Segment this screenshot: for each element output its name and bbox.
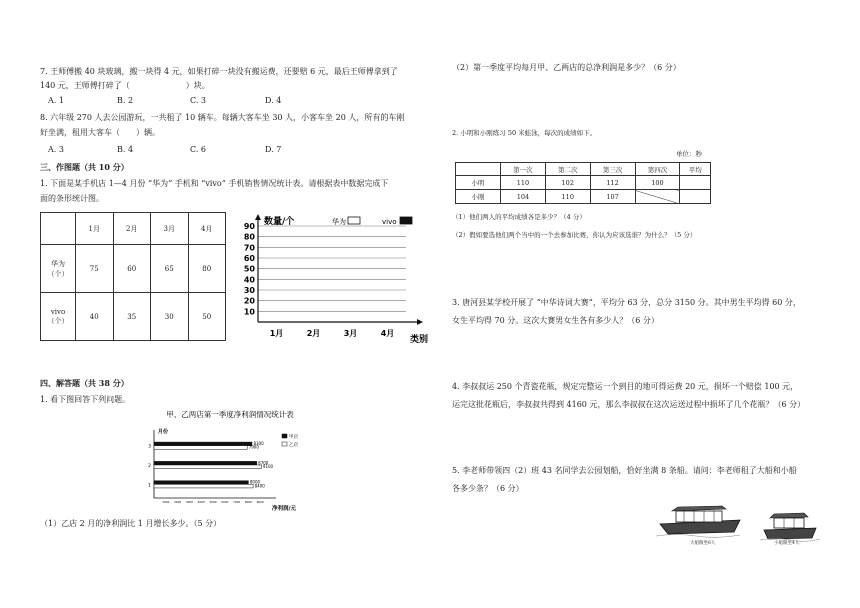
y-axis-label: 数量/个 — [264, 217, 295, 227]
q8-line2: 好坐满，租用大客车（ ）辆。 — [40, 128, 160, 137]
legend-swatch — [348, 217, 360, 224]
table-cell — [456, 163, 501, 176]
legend-label: 甲店 — [289, 435, 298, 440]
table-cell: 104 — [501, 190, 546, 204]
x-tick-label: 2000 — [174, 500, 182, 504]
bar — [154, 465, 261, 469]
x-axis-label: 类别 — [410, 335, 429, 344]
x-axis-label: 净利润/元 — [271, 506, 297, 512]
legend-label: vivo — [382, 218, 397, 226]
table-cell: 40 — [76, 293, 114, 341]
phone-sales-table — [40, 212, 226, 341]
y-tick-label: 2 — [148, 464, 151, 469]
data-label: 8300 — [253, 441, 264, 447]
section4-title: 四、解答题（共 38 分） — [40, 378, 129, 388]
bar — [154, 461, 257, 465]
x-tick-label: 4月 — [380, 329, 395, 338]
section3-title: 三、作图题（共 10 分） — [40, 162, 129, 172]
q5-line2: 各多少条？（6 分） — [452, 484, 524, 493]
y-tick-label: 80 — [243, 232, 255, 242]
table-header-cell: 第四次 — [635, 163, 680, 176]
profit-bar-chart — [140, 408, 320, 516]
section4-q1-sub1: （1）乙店 2 月的净利润比 1 月增长多少。（5 分） — [40, 519, 222, 528]
table-cell: 107 — [590, 190, 635, 204]
unit-label: 单位：秒 — [676, 150, 702, 158]
row-label: 小刚 — [456, 190, 501, 204]
q3-line1: 3. 唐河县某学校开展了 “中华诗词大赛”，平均分 63 分，总分 3150 分。其中男生平均得 60 分， — [452, 298, 801, 307]
legend-label: 华为 — [332, 218, 346, 226]
table-cell: 102 — [545, 176, 590, 190]
legend-swatch — [282, 434, 287, 438]
table-cell: 112 — [590, 176, 635, 190]
x-tick-label: 9000 — [256, 500, 264, 504]
big-boat-caption: 大船限坐6人 — [690, 541, 716, 546]
table-header-cell: 第三次 — [590, 163, 635, 176]
q8-option-b[interactable]: B. 4 — [117, 145, 134, 154]
table-header-cell: 2月 — [113, 213, 151, 245]
q8-option-c[interactable]: C. 6 — [190, 145, 207, 154]
q7-option-a[interactable]: A. 1 — [48, 96, 64, 105]
y-tick-label: 70 — [243, 243, 255, 253]
x-tick-label: 7000 — [233, 500, 241, 504]
x-tick-label: 2月 — [306, 329, 321, 338]
table-header-cell: 第一次 — [501, 163, 546, 176]
section4-q1: 1. 看下图回答下列问题。 — [40, 395, 131, 404]
q7-line2: 140 元，王师傅打碎了（ ）块。 — [40, 81, 210, 90]
q3-line2: 女生平均得 70 分。这次大赛男女生各有多少人？（6 分） — [452, 316, 659, 325]
y-tick-label: 30 — [243, 286, 255, 295]
q7-option-c[interactable]: C. 3 — [190, 96, 207, 105]
y-tick-label: 50 — [243, 264, 255, 274]
data-label: 8000 — [249, 479, 261, 485]
x-axis-arrow — [417, 319, 423, 325]
row-label: 华为 （个） — [41, 245, 76, 293]
small-boat-image — [760, 508, 820, 542]
q8-option-a[interactable]: A. 3 — [48, 145, 64, 154]
bar — [154, 484, 253, 488]
q4-line2: 运完这批花瓶后，李叔叔共得到 4160 元，那么李叔叔在这次运送过程中损坏了几个花瓶？（6 分） — [452, 400, 806, 409]
y-tick-label: 10 — [243, 307, 255, 317]
swim-score-table — [455, 162, 711, 204]
table-cell: 110 — [545, 190, 590, 204]
row-label: vivo （个） — [41, 293, 76, 341]
table-cell — [41, 213, 76, 245]
table-header-row — [41, 213, 226, 245]
data-label: 8400 — [254, 483, 265, 489]
table-header-row — [456, 163, 711, 176]
big-boat-image — [656, 498, 744, 538]
table-header-cell: 4月 — [188, 213, 226, 245]
table-header-cell: 1月 — [76, 213, 114, 245]
y-tick-label: 60 — [243, 254, 255, 263]
data-label: 7900 — [248, 444, 259, 450]
q1-sub2: （2）第一季度平均每月甲、乙两店的总净利润是多少？（6 分） — [452, 63, 681, 72]
table-cell — [680, 190, 711, 204]
section3-q1-line1: 1. 下面是某手机店 1—4 月份 “华为” 手机和 “vivo” 手机销售情况统计表。请根据表中数据完成下 — [40, 179, 389, 188]
table-cell: 60 — [113, 245, 151, 293]
q8-option-d[interactable]: D. 7 — [265, 145, 282, 154]
table-cell: 30 — [151, 293, 189, 341]
y-axis-arrow — [255, 214, 261, 220]
phone-sales-bar-chart — [236, 210, 432, 344]
y-tick-label: 3 — [148, 444, 151, 450]
q2-sub2: （2）假如要选他们两个当中的一个去参加比赛，你认为应该选谁？为什么？（5 分） — [452, 231, 697, 239]
y-axis-label: 月份 — [158, 429, 169, 435]
y-tick-label: 1 — [148, 483, 151, 489]
x-tick-label: 4000 — [197, 500, 205, 504]
table-row — [41, 245, 226, 293]
table-cell: 50 — [188, 293, 226, 341]
q2-prompt: 2. 小明和小刚练习 50 米蛙泳，每次的成绩如下。 — [452, 129, 597, 137]
chart-title: 甲、乙两店第一季度净利润情况统计表 — [166, 410, 294, 419]
table-cell: 100 — [635, 176, 680, 190]
y-tick-label: 90 — [243, 222, 255, 231]
y-tick-label: 20 — [243, 296, 255, 306]
x-tick-label: 5000 — [209, 500, 217, 504]
data-label: 8700 — [258, 460, 269, 466]
x-tick-label: 3000 — [185, 500, 193, 504]
x-tick-label: 8000 — [244, 500, 252, 504]
q7-option-b[interactable]: B. 2 — [117, 96, 134, 105]
table-cell: 65 — [151, 245, 189, 293]
x-tick-label: 1000 — [162, 500, 170, 504]
table-header-cell: 3月 — [151, 213, 189, 245]
y-tick-label: 40 — [243, 275, 255, 285]
bar — [154, 446, 247, 450]
legend-label: 乙店 — [289, 443, 298, 448]
table-row — [456, 176, 711, 190]
row-label: 小明 — [456, 176, 501, 190]
x-tick-label: 1月 — [269, 329, 284, 338]
x-tick-label: 3月 — [343, 329, 358, 338]
diagonal-cell — [635, 190, 680, 204]
table-header-cell: 第二次 — [545, 163, 590, 176]
table-header-cell: 平均 — [680, 163, 711, 176]
table-cell — [680, 176, 711, 190]
q4-line1: 4. 李叔叔运 250 个青瓷花瓶，规定完整运一个到目的地可得运费 20 元，损坏一个赔偿 100 元， — [452, 382, 799, 391]
q5-line1: 5. 李老师带领四（2）班 43 名同学去公园划船，恰好坐满 8 条船。请问：李老师租了大船和小船 — [452, 466, 797, 475]
table-cell: 110 — [501, 176, 546, 190]
small-boat-caption: 小船限坐4人 — [774, 541, 800, 546]
q7-option-d[interactable]: D. 4 — [265, 96, 282, 105]
x-tick-label: 6000 — [221, 500, 229, 504]
table-cell: 75 — [76, 245, 114, 293]
table-cell: 35 — [113, 293, 151, 341]
q7-line1: 7. 王师傅搬 40 块玻璃，搬一块得 4 元，如果打碎一块没有搬运费，还要赔 6 元，最后王师傅拿到了 — [40, 67, 398, 76]
table-row — [456, 190, 711, 204]
table-row — [41, 293, 226, 341]
table-cell: 80 — [188, 245, 226, 293]
bar — [154, 481, 248, 485]
legend-swatch — [400, 217, 412, 224]
q2-sub1: （1）他们两人的平均成绩各是多少？（4 分） — [452, 213, 586, 221]
q8-line1: 8. 六年级 270 人去公园游玩，一共租了 10 辆车。每辆大客车坐 30 人，小客车坐 20 人，所有的车刚 — [40, 113, 405, 122]
legend-swatch — [282, 442, 287, 446]
section3-q1-line2: 面的条形统计图。 — [40, 194, 104, 203]
bar — [154, 442, 252, 446]
data-label: 9100 — [262, 464, 274, 469]
